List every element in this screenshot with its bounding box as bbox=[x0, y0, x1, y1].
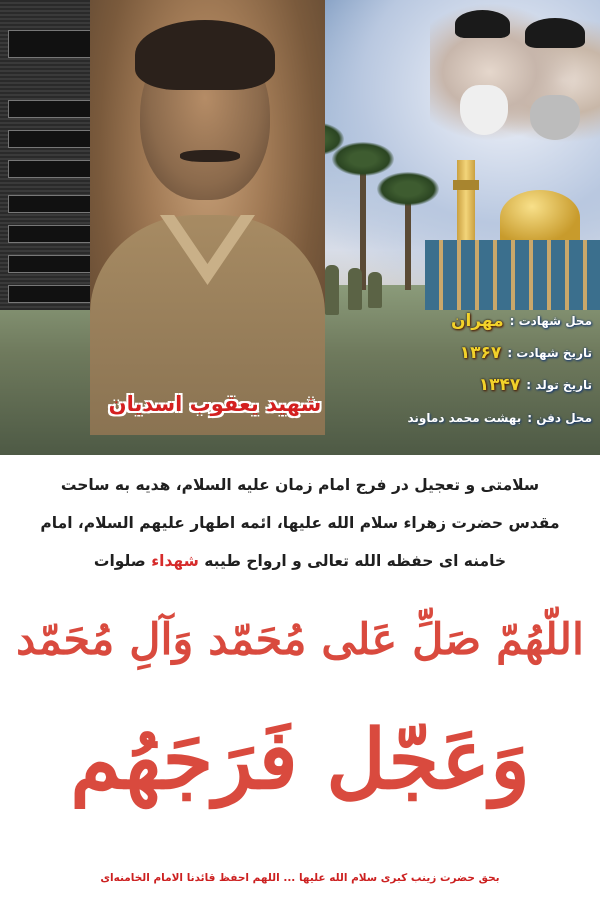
salawat-line-1: اللّهُمّ صَلِّ عَلی مُحَمّد وَآلِ مُحَمّد bbox=[16, 615, 584, 665]
place-label: محل شهادت : bbox=[509, 314, 592, 328]
turban bbox=[525, 18, 585, 48]
scroll-plaque bbox=[8, 130, 100, 148]
scroll-plaque bbox=[8, 255, 100, 273]
info-row-burial bbox=[407, 411, 592, 425]
scroll-plaque bbox=[8, 285, 100, 303]
footer-text: بحق حضرت زینب کبری سلام الله علیها ... اللهم احفظ قائدنا الامام الخامنه‌ای bbox=[100, 872, 500, 884]
dedication-line3-part1: خامنه ای حفظه الله تعالی و ارواح طیبه bbox=[204, 552, 507, 570]
place-value: مهران bbox=[450, 311, 504, 331]
scroll-plaque bbox=[8, 225, 100, 243]
info-row-birth-date bbox=[479, 375, 592, 395]
burial-label: محل دفن : bbox=[527, 411, 592, 425]
portrait-hair bbox=[135, 20, 275, 90]
beard bbox=[460, 85, 508, 135]
birth-date-label: تاریخ تولد : bbox=[526, 378, 592, 392]
dedication-line3-part2: صلوات bbox=[93, 552, 146, 570]
martyrdom-date-value: ۱۳۶۷ bbox=[459, 343, 502, 363]
burial-value: بهشت محمد دماوند bbox=[407, 411, 522, 425]
shrine-facade bbox=[425, 240, 600, 310]
martyrdom-date-label: تاریخ شهادت : bbox=[507, 346, 592, 360]
palm-tree bbox=[405, 190, 411, 290]
martyr-portrait bbox=[90, 0, 325, 430]
martyr-name: شهید یعقوب اسدیان bbox=[108, 392, 322, 416]
turban bbox=[455, 10, 510, 38]
dedication-line: مقدس حضرت زهراء سلام الله علیها، ائمه اطهار علیهم السلام، امام bbox=[40, 514, 560, 532]
dedication-line: سلامتی و تعجیل در فرج امام زمان علیه السلام، هدیه به ساحت bbox=[60, 476, 540, 494]
portrait-mustache bbox=[180, 150, 240, 162]
dedication-highlight: شهداء bbox=[151, 552, 199, 570]
scroll-plaque bbox=[8, 30, 100, 58]
scroll-plaque bbox=[8, 160, 100, 178]
leaders-portrait bbox=[430, 0, 600, 160]
birth-date-value: ۱۳۴۷ bbox=[478, 375, 521, 395]
salawat-line-2: وَعَجّل فَرَجَهُم bbox=[70, 712, 530, 808]
scroll-plaque bbox=[8, 100, 100, 118]
soldier-figure bbox=[348, 268, 362, 310]
dedication-line bbox=[18, 542, 582, 580]
dedication-text bbox=[18, 466, 582, 580]
martyr-info-panel bbox=[325, 305, 600, 440]
shrine-image bbox=[415, 160, 600, 310]
golden-dome bbox=[500, 190, 580, 245]
soldier-figure bbox=[368, 272, 382, 308]
scroll-plaque bbox=[8, 195, 100, 213]
beard bbox=[530, 95, 580, 140]
info-row-place bbox=[451, 311, 592, 331]
info-row-martyrdom-date bbox=[460, 343, 592, 363]
